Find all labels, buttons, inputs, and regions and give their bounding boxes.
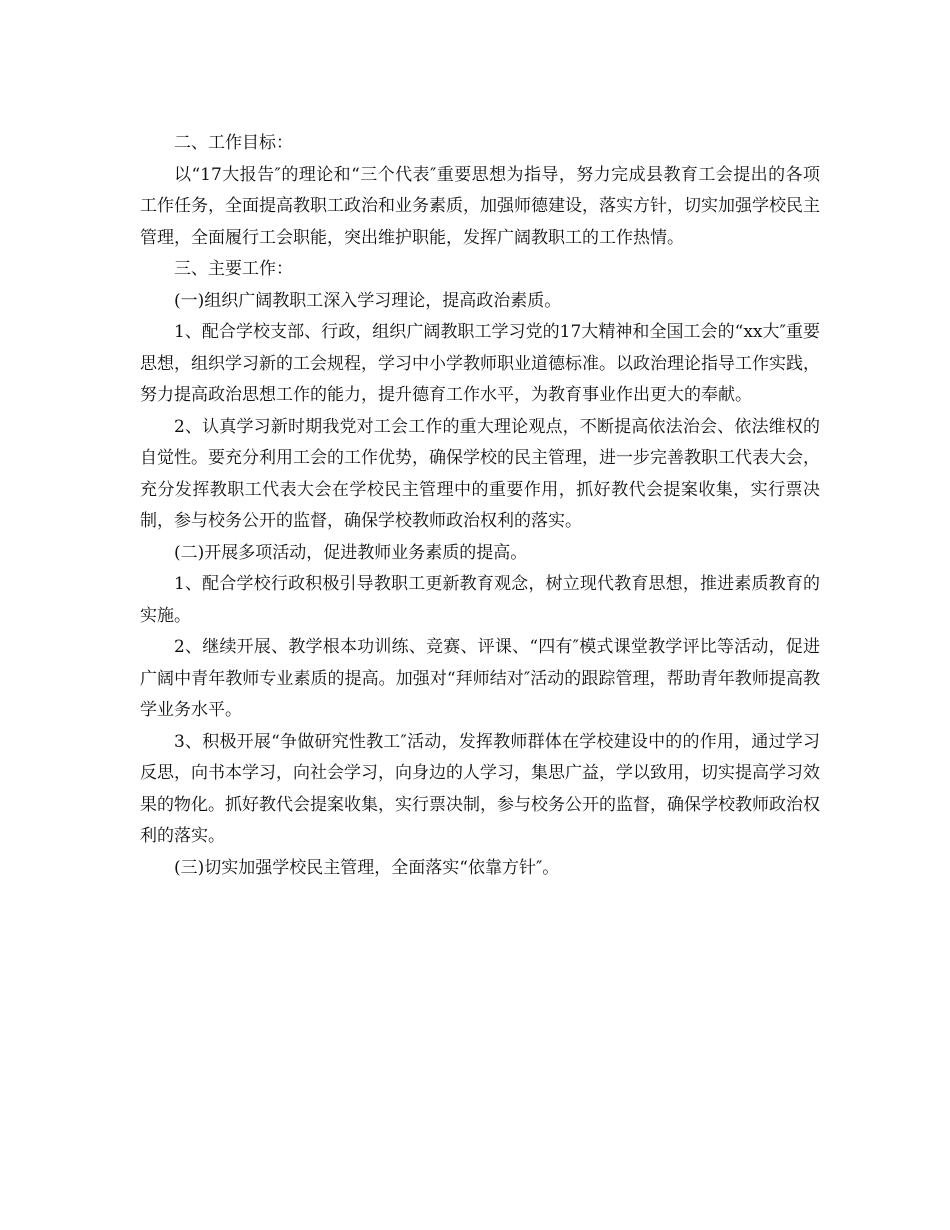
paragraph-item-2-1: 1、配合学校行政积极引导教职工更新教育观念，树立现代教育思想，推进素质教育的实施。 xyxy=(140,574,820,626)
paragraph-item-2-2: 2、继续开展、教学根本功训练、竞赛、评课、“四有″模式课堂教学评比等活动，促进广阔中青年教师专业素质的提高。加强对“拜师结对″活动的跟踪管理，帮助青年教师提高教学业务水平。 xyxy=(140,637,820,720)
paragraph-goals-body: 以“17大报告″的理论和“三个代表″重要思想为指导，努力完成县教育工会提出的各项工作任务，全面提高教职工政治和业务素质，加强师德建设，落实方针，切实加强学校民主管理，全面履行工会职能，突出维护职能，发挥广阔教职工的工作热情。 xyxy=(140,164,820,248)
paragraph-item-1-1: 1、配合学校支部、行政，组织广阔教职工学习党的17大精神和全国工会的“xx大″重要思想，组织学习新的工会规程，学习中小学教师职业道德标准。以政治理论指导工作实践，努力提高政治思想工作的能力，提升德育工作水平，为教育事业作出更大的奉献。 xyxy=(140,322,820,405)
subsection-heading-2: (二)开展多项活动，促进教师业务素质的提高。 xyxy=(174,542,528,563)
subsection-heading-1: (一)组织广阔教职工深入学习理论，提高政治素质。 xyxy=(174,290,562,311)
document-body xyxy=(140,128,820,884)
paragraph-item-2-3: 3、积极开展“争做研究性教工″活动，发挥教师群体在学校建设中的的作用，通过学习反思，向书本学习，向社会学习，向身边的人学习，集思广益，学以致用，切实提高学习效果的物化。抓好教代会提案收集，实行票决制，参与校务公开的监督，确保学校教师政治权利的落实。 xyxy=(140,731,820,846)
subsection-heading-3: (三)切实加强学校民主管理，全面落实“依靠方针″。 xyxy=(174,857,560,878)
paragraph-item-1-2: 2、认真学习新时期我党对工会工作的重大理论观点，不断提高依法治会、依法维权的自觉性。要充分利用工会的工作优势，确保学校的民主管理，进一步完善教职工代表大会，充分发挥教职工代表大会在学校民主管理中的重要作用，抓好教代会提案收集，实行票决制，参与校务公开的监督，确保学校教师政治权利的落实。 xyxy=(140,416,820,531)
section-heading-main-work: 三、主要工作： xyxy=(174,259,293,279)
section-heading-work-goals: 二、工作目标： xyxy=(174,133,293,153)
